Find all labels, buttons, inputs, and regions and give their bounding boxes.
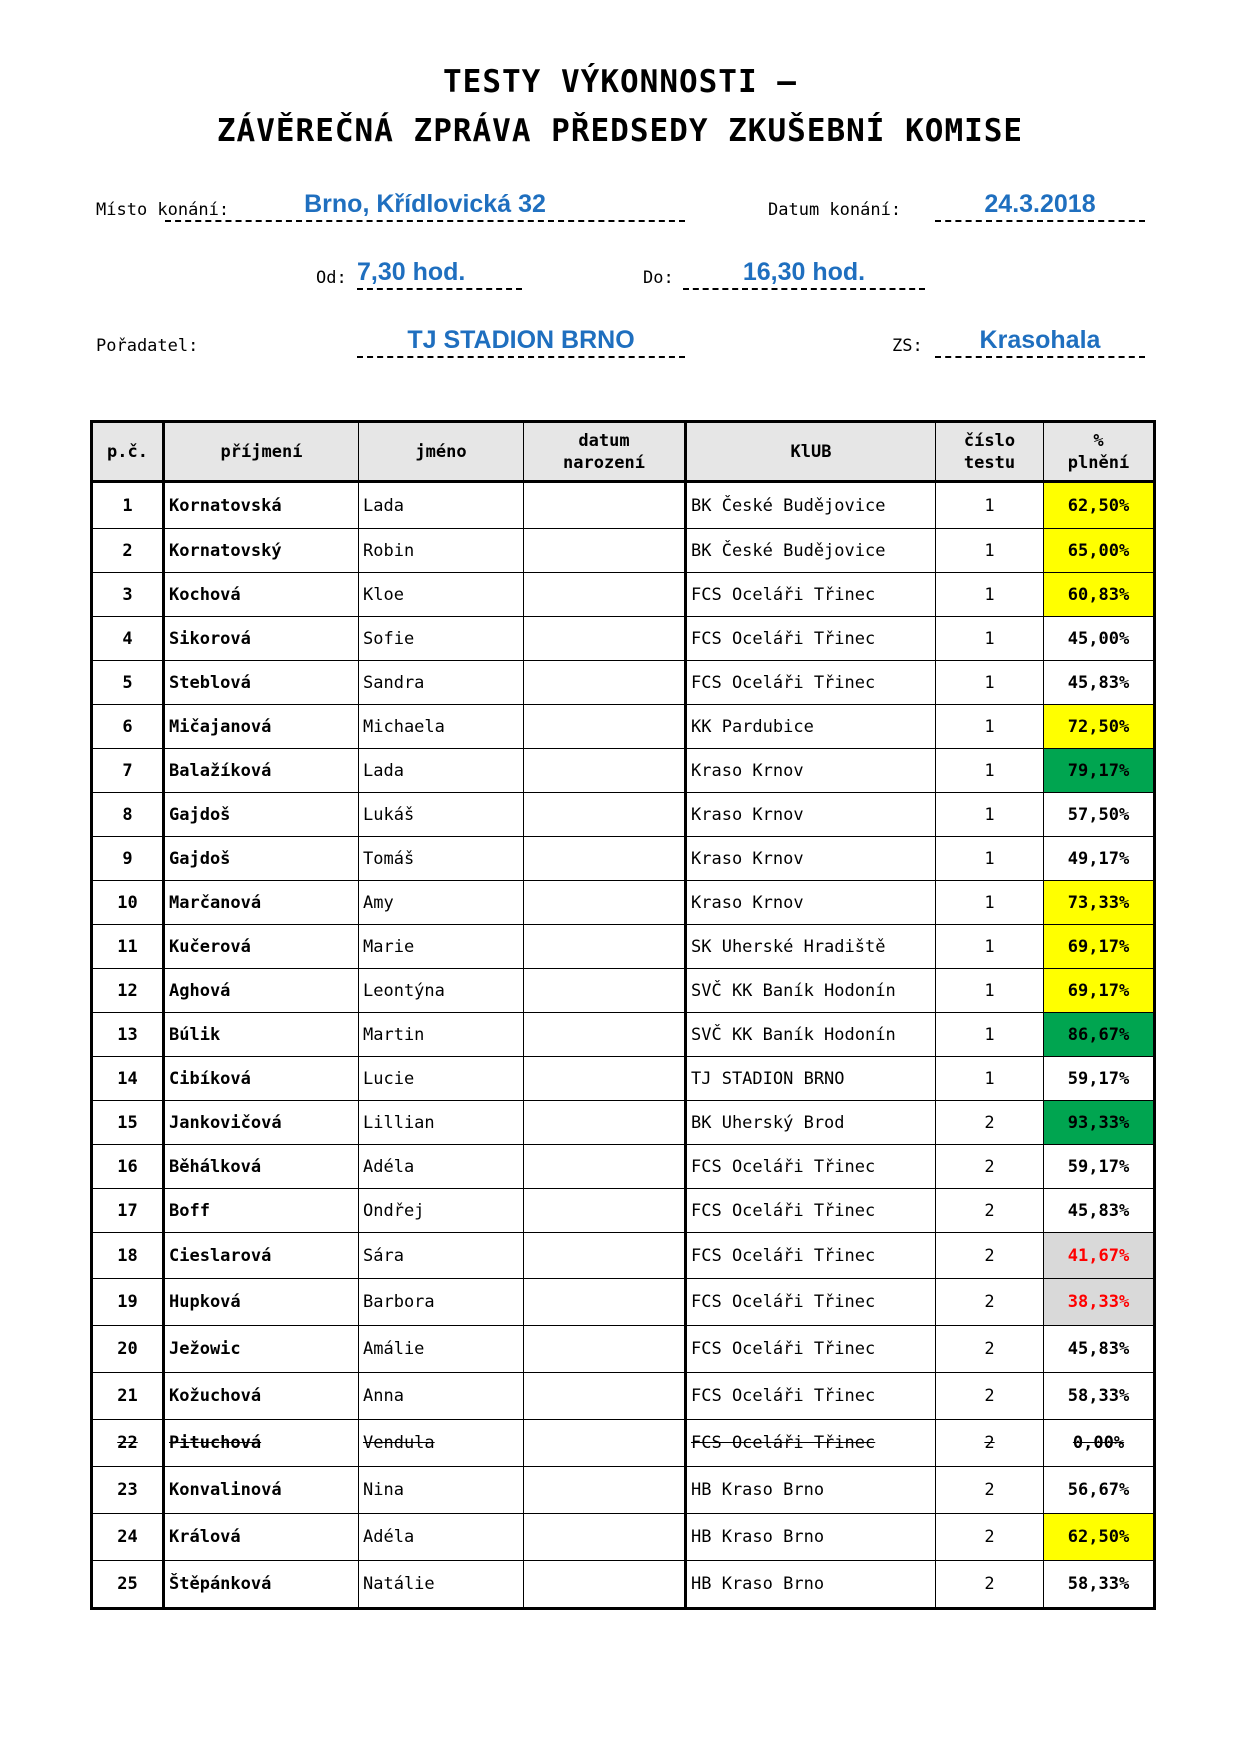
row-number: 2 — [92, 529, 164, 573]
row-club: FCS Oceláři Třinec — [686, 1326, 936, 1373]
row-club: FCS Oceláři Třinec — [686, 1145, 936, 1189]
row-birthdate — [524, 705, 686, 749]
row-number: 9 — [92, 837, 164, 881]
row-percent: 56,67% — [1044, 1467, 1155, 1514]
table-row — [92, 705, 1155, 749]
row-name: Amy — [359, 881, 524, 925]
row-test-number: 1 — [936, 1013, 1044, 1057]
row-number: 3 — [92, 573, 164, 617]
row-surname: Cibíková — [164, 1057, 359, 1101]
row-test-number: 1 — [936, 969, 1044, 1013]
col-header-pct-line1: % — [1093, 430, 1104, 451]
row-name: Amálie — [359, 1326, 524, 1373]
row-surname: Boff — [164, 1189, 359, 1233]
row-test-number: 1 — [936, 705, 1044, 749]
row-surname: Balažíková — [164, 749, 359, 793]
row-birthdate — [524, 837, 686, 881]
col-header-dob — [524, 422, 686, 482]
row-birthdate — [524, 1189, 686, 1233]
row-club: BK České Budějovice — [686, 529, 936, 573]
row-surname: Jankovičová — [164, 1101, 359, 1145]
row-name: Adéla — [359, 1145, 524, 1189]
row-number: 5 — [92, 661, 164, 705]
col-header-name: jméno — [359, 422, 524, 482]
table-row — [92, 793, 1155, 837]
col-header-test — [936, 422, 1044, 482]
row-percent: 59,17% — [1044, 1145, 1155, 1189]
row-name: Lukáš — [359, 793, 524, 837]
row-club: BK Uherský Brod — [686, 1101, 936, 1145]
table-row — [92, 1013, 1155, 1057]
row-surname: Štěpánková — [164, 1561, 359, 1609]
row-surname: Běhálková — [164, 1145, 359, 1189]
row-club: BK České Budějovice — [686, 482, 936, 529]
row-test-number: 2 — [936, 1279, 1044, 1326]
row-club: Kraso Krnov — [686, 881, 936, 925]
row-birthdate — [524, 1514, 686, 1561]
row-name: Nina — [359, 1467, 524, 1514]
organizer-value: TJ STADION BRNO — [357, 326, 685, 358]
row-percent: 45,83% — [1044, 1326, 1155, 1373]
table-row — [92, 1101, 1155, 1145]
table-row — [92, 573, 1155, 617]
row-name: Lucie — [359, 1057, 524, 1101]
table-row — [92, 1057, 1155, 1101]
table-row — [92, 1145, 1155, 1189]
table-row — [92, 661, 1155, 705]
row-test-number: 1 — [936, 617, 1044, 661]
row-percent: 73,33% — [1044, 881, 1155, 925]
row-surname: Cieslarová — [164, 1233, 359, 1279]
row-birthdate — [524, 1145, 686, 1189]
row-surname: Sikorová — [164, 617, 359, 661]
row-test-number: 1 — [936, 529, 1044, 573]
row-birthdate — [524, 573, 686, 617]
row-number: 10 — [92, 881, 164, 925]
table-row — [92, 482, 1155, 529]
row-test-number: 2 — [936, 1467, 1044, 1514]
row-name: Sára — [359, 1233, 524, 1279]
row-name: Lillian — [359, 1101, 524, 1145]
table-row — [92, 1514, 1155, 1561]
table-row — [92, 837, 1155, 881]
col-header-test-line2: testu — [963, 452, 1016, 473]
row-number: 18 — [92, 1233, 164, 1279]
results-table — [90, 420, 1156, 1610]
place-label: Místo konání: — [96, 200, 230, 220]
row-birthdate — [524, 1013, 686, 1057]
col-header-club: KlUB — [686, 422, 936, 482]
row-number: 1 — [92, 482, 164, 529]
row-club: FCS Oceláři Třinec — [686, 573, 936, 617]
row-surname: Králová — [164, 1514, 359, 1561]
row-percent: 65,00% — [1044, 529, 1155, 573]
row-percent: 93,33% — [1044, 1101, 1155, 1145]
row-percent: 57,50% — [1044, 793, 1155, 837]
row-number: 14 — [92, 1057, 164, 1101]
row-percent: 58,33% — [1044, 1561, 1155, 1609]
row-test-number: 1 — [936, 925, 1044, 969]
row-percent: 49,17% — [1044, 837, 1155, 881]
row-test-number: 1 — [936, 482, 1044, 529]
row-birthdate — [524, 1373, 686, 1420]
row-birthdate — [524, 1101, 686, 1145]
row-number: 23 — [92, 1467, 164, 1514]
table-row — [92, 749, 1155, 793]
table-row — [92, 1279, 1155, 1326]
from-label: Od: — [316, 268, 347, 288]
table-row — [92, 1561, 1155, 1609]
row-name: Robin — [359, 529, 524, 573]
row-name: Anna — [359, 1373, 524, 1420]
row-birthdate — [524, 1233, 686, 1279]
col-header-dob-line1: datum — [578, 430, 630, 451]
row-number: 13 — [92, 1013, 164, 1057]
row-birthdate — [524, 1057, 686, 1101]
row-club: SVČ KK Baník Hodonín — [686, 1013, 936, 1057]
place-value: Brno, Křídlovická 32 — [165, 190, 685, 222]
row-club: FCS Oceláři Třinec — [686, 617, 936, 661]
row-percent: 38,33% — [1044, 1279, 1155, 1326]
row-number: 15 — [92, 1101, 164, 1145]
row-birthdate — [524, 1420, 686, 1467]
row-club: HB Kraso Brno — [686, 1514, 936, 1561]
row-test-number: 1 — [936, 573, 1044, 617]
row-surname: Kochová — [164, 573, 359, 617]
row-surname: Pituchová — [164, 1420, 359, 1467]
table-row — [92, 881, 1155, 925]
row-name: Michaela — [359, 705, 524, 749]
row-percent: 45,83% — [1044, 1189, 1155, 1233]
table-row — [92, 1189, 1155, 1233]
row-name: Barbora — [359, 1279, 524, 1326]
row-number: 19 — [92, 1279, 164, 1326]
col-header-dob-line2: narození — [563, 452, 645, 473]
row-club: FCS Oceláři Třinec — [686, 1420, 936, 1467]
table-row — [92, 1373, 1155, 1420]
row-birthdate — [524, 661, 686, 705]
row-surname: Steblová — [164, 661, 359, 705]
row-surname: Aghová — [164, 969, 359, 1013]
table-row — [92, 1233, 1155, 1279]
row-name: Lada — [359, 482, 524, 529]
row-surname: Gajdoš — [164, 793, 359, 837]
row-test-number: 2 — [936, 1373, 1044, 1420]
row-club: FCS Oceláři Třinec — [686, 1279, 936, 1326]
row-surname: Mičajanová — [164, 705, 359, 749]
table-row — [92, 925, 1155, 969]
row-test-number: 1 — [936, 793, 1044, 837]
table-row — [92, 529, 1155, 573]
row-number: 4 — [92, 617, 164, 661]
row-test-number: 1 — [936, 1057, 1044, 1101]
row-club: HB Kraso Brno — [686, 1467, 936, 1514]
row-percent: 45,83% — [1044, 661, 1155, 705]
zs-label: ZS: — [892, 336, 923, 356]
to-label: Do: — [643, 268, 674, 288]
row-birthdate — [524, 925, 686, 969]
row-club: FCS Oceláři Třinec — [686, 1189, 936, 1233]
row-number: 25 — [92, 1561, 164, 1609]
row-surname: Marčanová — [164, 881, 359, 925]
row-surname: Konvalinová — [164, 1467, 359, 1514]
row-name: Ondřej — [359, 1189, 524, 1233]
row-test-number: 1 — [936, 837, 1044, 881]
row-surname: Hupková — [164, 1279, 359, 1326]
row-surname: Ježowic — [164, 1326, 359, 1373]
row-test-number: 2 — [936, 1189, 1044, 1233]
row-birthdate — [524, 529, 686, 573]
row-number: 12 — [92, 969, 164, 1013]
row-surname: Kornatovský — [164, 529, 359, 573]
organizer-label: Pořadatel: — [96, 336, 199, 356]
row-percent: 58,33% — [1044, 1373, 1155, 1420]
row-name: Sandra — [359, 661, 524, 705]
row-club: FCS Oceláři Třinec — [686, 661, 936, 705]
row-birthdate — [524, 749, 686, 793]
to-value: 16,30 hod. — [683, 258, 925, 290]
table-row — [92, 1467, 1155, 1514]
col-header-surname: příjmení — [164, 422, 359, 482]
row-club: KK Pardubice — [686, 705, 936, 749]
table-row — [92, 617, 1155, 661]
row-percent: 69,17% — [1044, 925, 1155, 969]
row-number: 22 — [92, 1420, 164, 1467]
row-birthdate — [524, 617, 686, 661]
row-birthdate — [524, 1326, 686, 1373]
row-club: TJ STADION BRNO — [686, 1057, 936, 1101]
row-club: FCS Oceláři Třinec — [686, 1373, 936, 1420]
row-club: SVČ KK Baník Hodonín — [686, 969, 936, 1013]
row-club: Kraso Krnov — [686, 793, 936, 837]
row-number: 20 — [92, 1326, 164, 1373]
row-birthdate — [524, 969, 686, 1013]
table-row — [92, 1326, 1155, 1373]
row-percent: 59,17% — [1044, 1057, 1155, 1101]
row-name: Kloe — [359, 573, 524, 617]
row-test-number: 2 — [936, 1326, 1044, 1373]
row-test-number: 2 — [936, 1233, 1044, 1279]
row-test-number: 2 — [936, 1514, 1044, 1561]
row-percent: 62,50% — [1044, 482, 1155, 529]
row-surname: Gajdoš — [164, 837, 359, 881]
row-surname: Kornatovská — [164, 482, 359, 529]
row-percent: 72,50% — [1044, 705, 1155, 749]
row-name: Marie — [359, 925, 524, 969]
row-percent: 45,00% — [1044, 617, 1155, 661]
report-title-line2: ZÁVĚREČNÁ ZPRÁVA PŘEDSEDY ZKUŠEBNÍ KOMISE — [216, 113, 1024, 149]
row-percent: 0,00% — [1044, 1420, 1155, 1467]
row-club: HB Kraso Brno — [686, 1561, 936, 1609]
row-name: Adéla — [359, 1514, 524, 1561]
row-birthdate — [524, 1561, 686, 1609]
row-number: 11 — [92, 925, 164, 969]
row-test-number: 2 — [936, 1420, 1044, 1467]
col-header-test-line1: číslo — [963, 430, 1016, 451]
row-name: Natálie — [359, 1561, 524, 1609]
row-percent: 86,67% — [1044, 1013, 1155, 1057]
row-birthdate — [524, 793, 686, 837]
row-test-number: 1 — [936, 881, 1044, 925]
row-name: Leontýna — [359, 969, 524, 1013]
row-number: 21 — [92, 1373, 164, 1420]
row-percent: 69,17% — [1044, 969, 1155, 1013]
row-name: Martin — [359, 1013, 524, 1057]
row-test-number: 2 — [936, 1561, 1044, 1609]
row-birthdate — [524, 1467, 686, 1514]
row-test-number: 1 — [936, 661, 1044, 705]
row-percent: 60,83% — [1044, 573, 1155, 617]
row-name: Vendula — [359, 1420, 524, 1467]
row-percent: 41,67% — [1044, 1233, 1155, 1279]
row-birthdate — [524, 482, 686, 529]
report-title-line1: TESTY VÝKONNOSTI – — [443, 64, 797, 100]
date-value: 24.3.2018 — [935, 190, 1145, 222]
row-test-number: 1 — [936, 749, 1044, 793]
row-birthdate — [524, 881, 686, 925]
row-surname: Kučerová — [164, 925, 359, 969]
row-surname: Búlik — [164, 1013, 359, 1057]
table-header-row — [92, 422, 1155, 482]
row-percent: 79,17% — [1044, 749, 1155, 793]
table-row — [92, 969, 1155, 1013]
row-test-number: 2 — [936, 1101, 1044, 1145]
row-number: 16 — [92, 1145, 164, 1189]
zs-value: Krasohala — [935, 326, 1145, 358]
row-number: 6 — [92, 705, 164, 749]
row-percent: 62,50% — [1044, 1514, 1155, 1561]
row-club: Kraso Krnov — [686, 837, 936, 881]
row-test-number: 2 — [936, 1145, 1044, 1189]
row-name: Lada — [359, 749, 524, 793]
row-birthdate — [524, 1279, 686, 1326]
row-club: Kraso Krnov — [686, 749, 936, 793]
row-number: 24 — [92, 1514, 164, 1561]
row-number: 8 — [92, 793, 164, 837]
table-row — [92, 1420, 1155, 1467]
date-label: Datum konání: — [768, 200, 902, 220]
col-header-pc: p.č. — [92, 422, 164, 482]
row-name: Tomáš — [359, 837, 524, 881]
row-number: 7 — [92, 749, 164, 793]
row-number: 17 — [92, 1189, 164, 1233]
col-header-pct — [1044, 422, 1155, 482]
row-surname: Kožuchová — [164, 1373, 359, 1420]
row-club: SK Uherské Hradiště — [686, 925, 936, 969]
row-name: Sofie — [359, 617, 524, 661]
row-club: FCS Oceláři Třinec — [686, 1233, 936, 1279]
col-header-pct-line2: plnění — [1067, 452, 1130, 473]
from-value: 7,30 hod. — [357, 258, 522, 290]
